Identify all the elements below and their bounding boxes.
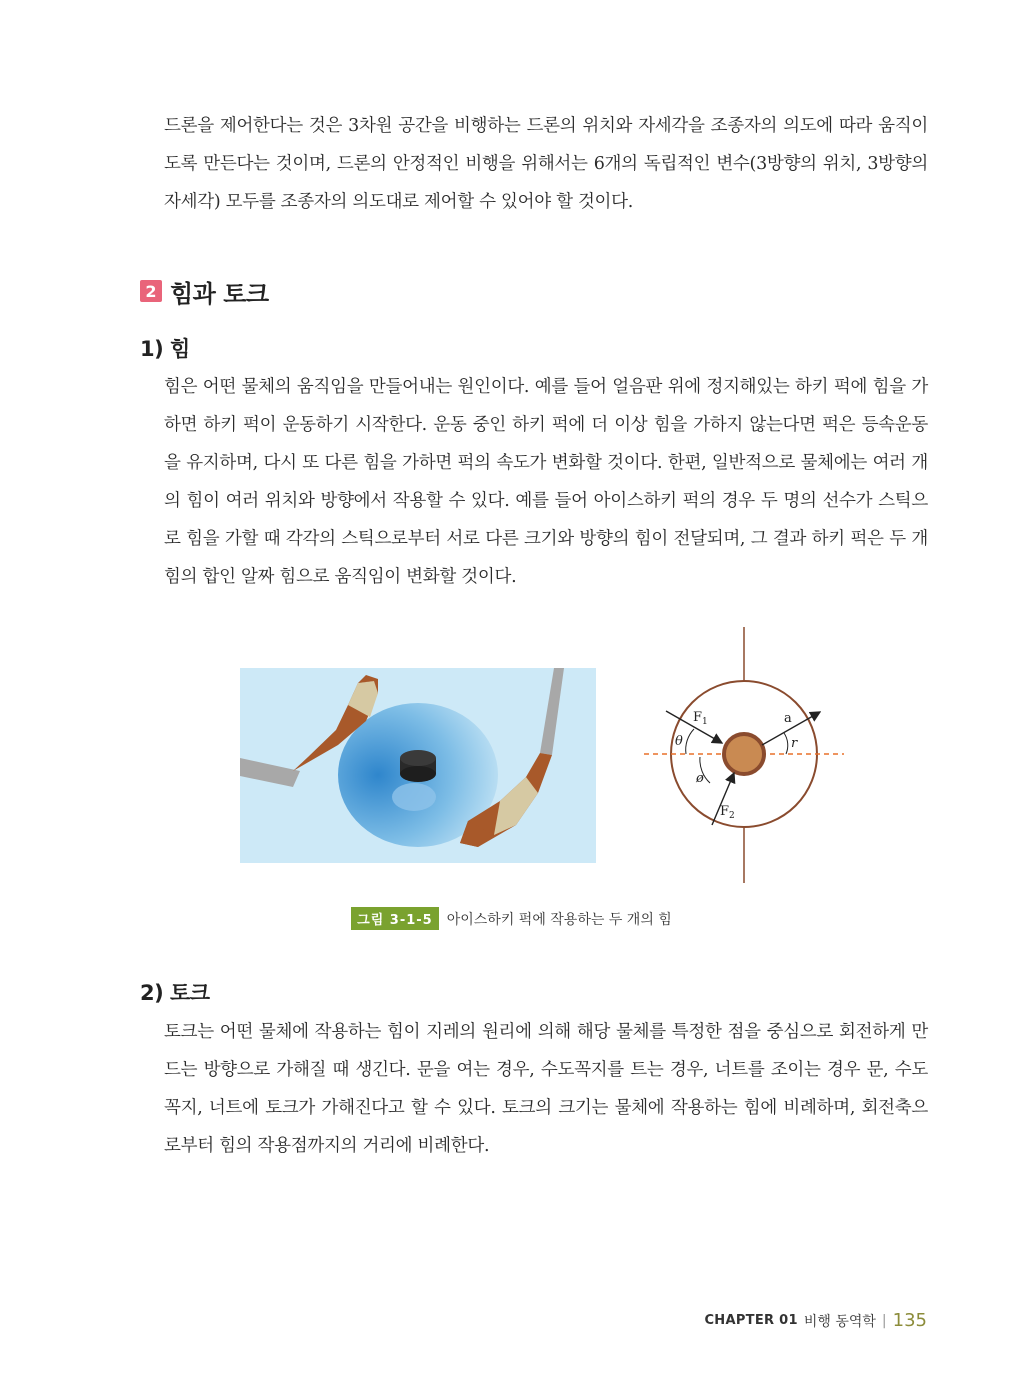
- figure-caption-text: 아이스하키 퍽에 작용하는 두 개의 힘: [446, 911, 672, 928]
- page-footer: [704, 1310, 927, 1331]
- label-theta: θ: [675, 734, 683, 749]
- torque-heading: 2) 토크: [140, 981, 210, 1005]
- puck-shadow: [392, 783, 436, 811]
- footer-separator: |: [881, 1312, 887, 1329]
- label-r: r: [791, 736, 798, 751]
- force-heading: 1) 힘: [140, 337, 190, 361]
- intro-paragraph: 드론을 제어한다는 것은 3차원 공간을 비행하는 드론의 위치와 자세각을 조종자의 의도에 따라 움직이도록 만든다는 것이며, 드론의 안정적인 비행을 위해서는 6개의 독립적인 변수(3방향의 위치, 3방향의 자세각) 모두를 조종자의 의도대로 제어할 수 있어야 할 것이다.: [164, 116, 928, 212]
- footer-chapter: CHAPTER 01: [704, 1313, 798, 1328]
- force-diagram: [644, 627, 844, 883]
- hockey-puck: [400, 750, 436, 782]
- label-a: a: [784, 711, 792, 726]
- section-number-badge: 2: [140, 280, 162, 302]
- hockey-puck-figure: [238, 625, 858, 887]
- force-paragraph: 힘은 어떤 물체의 움직임을 만들어내는 원인이다. 예를 들어 얼음판 위에 정지해있는 하키 퍽에 힘을 가하면 하키 퍽이 운동하기 시작한다. 운동 중인 하키 퍽에 더 이상 힘을 가하지 않는다면 퍽은 등속운동을 유지하며, 다시 또 다른 힘을 가하면 퍽의 속도가 변화할 것이다. 한편, 일반적으로 물체에는 여러 개의 힘이 여러 위치와 방향에서 작용할 수 있다. 예를 들어 아이스하키 퍽의 경우 두 명의 선수가 스틱으로 힘을 가할 때 각각의 스틱으로부터 서로 다른 크기와 방향의 힘이 전달되며, 그 결과 하키 퍽은 두 개 힘의 합인 알짜 힘으로 움직임이 변화할 것이다.: [164, 377, 928, 587]
- figure-caption-tag: 그림 3-1-5: [351, 907, 439, 930]
- label-f2: $F_2$: [720, 804, 735, 821]
- label-phi: ø: [696, 771, 704, 786]
- torque-paragraph: 토크는 어떤 물체에 작용하는 힘이 지레의 원리에 의해 해당 물체를 특정한 점을 중심으로 회전하게 만드는 방향으로 가해질 때 생긴다. 문을 여는 경우, 수도꼭지를 트는 경우, 너트를 조이는 경우 문, 수도꼭지, 너트에 토크가 가해진다고 할 수 있다. 토크의 크기는 물체에 작용하는 힘에 비례하며, 회전축으로부터 힘의 작용점까지의 거리에 비례한다.: [164, 1022, 928, 1156]
- section-heading: [140, 274, 269, 308]
- center-puck: [724, 734, 764, 774]
- figure-caption: [0, 907, 1023, 930]
- section-title: 힘과 토크: [170, 279, 269, 308]
- label-f1: $F_1$: [693, 710, 708, 727]
- page-number: 135: [892, 1310, 927, 1331]
- ice-illustration: [240, 668, 596, 863]
- footer-title: 비행 동역학: [803, 1313, 876, 1330]
